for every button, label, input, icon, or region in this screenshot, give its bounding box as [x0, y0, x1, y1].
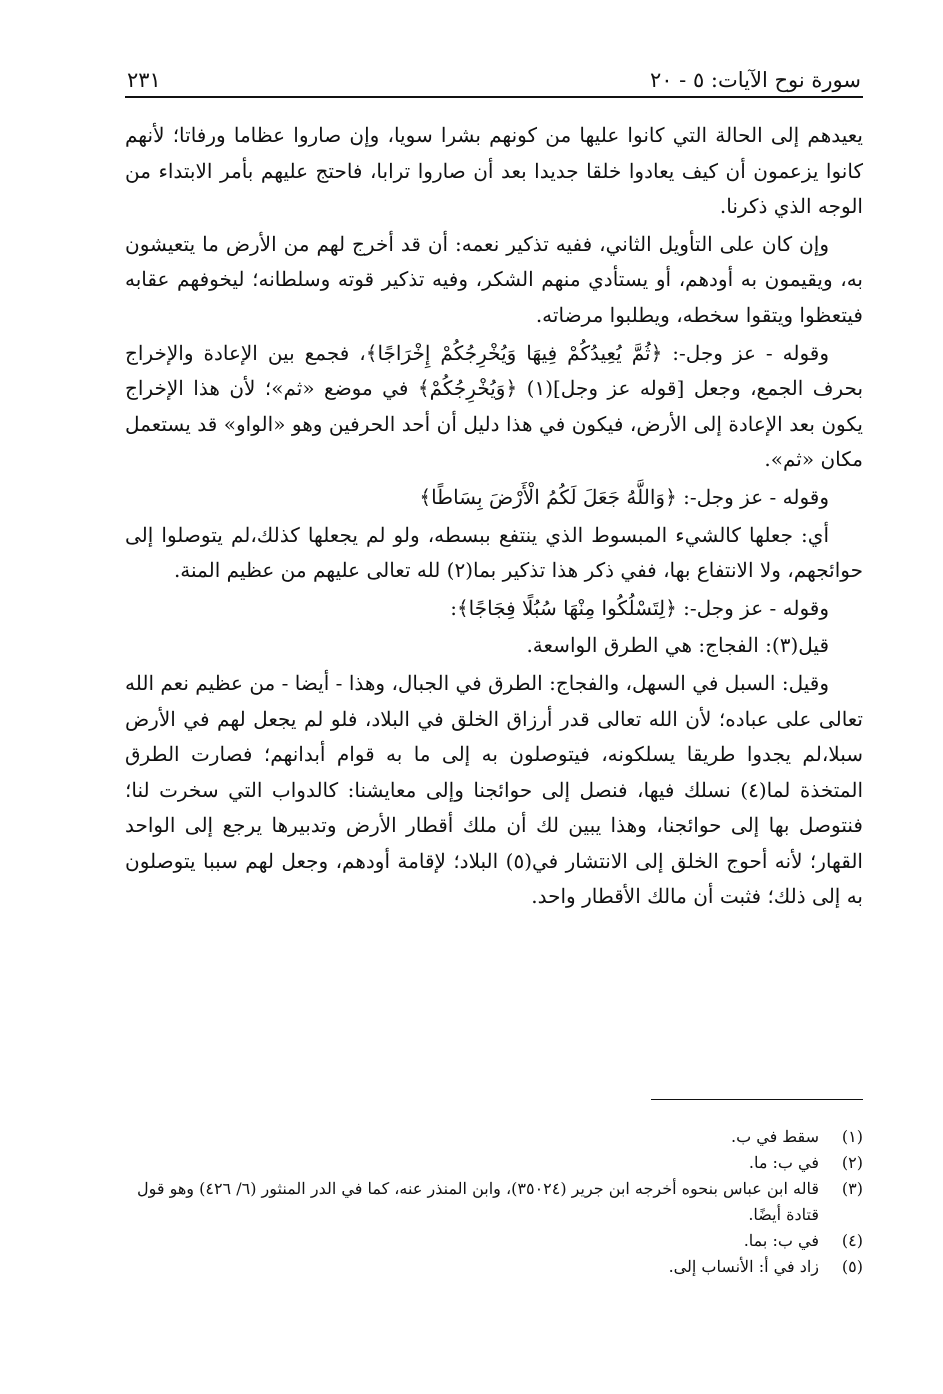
paragraph: وقوله - عز وجل-: ﴿ثُمَّ يُعِيدُكُمْ فِيهَا وَيُخْرِجُكُمْ إِخْرَاجًا﴾، فجمع بين الإعادة والإخراج بحرف الجمع، وجعل [قوله عز وجل](١) ﴿وَيُخْرِجُكُمْ﴾ في موضع «ثم»؛ لأن هذا الإخراج يكون بعد الإعادة إلى الأرض، فيكون في هذا دليل أن أحد الحرفين وهو «الواو» قد يستعمل مكان «ثم».: [125, 340, 864, 472]
page-number: ٢٣١: [127, 68, 161, 92]
paragraph: وقوله - عز وجل-: ﴿لِتَسْلُكُوا مِنْهَا سُبُلًا فِجَاجًا﴾:: [450, 595, 829, 620]
running-header: [125, 52, 863, 98]
paragraph: وإن كان على التأويل الثاني، ففيه تذكير نعمه: أن قد أخرج لهم من الأرض ما يتعيشون به، ويقيمون به أودهم، أو يستأدي منهم الشكر، وفيه تذكير قوته وسلطانه؛ ليخوفهم عقابه فيتعظوا ويتقوا سخطه، ويطلبوا مرضاته.: [125, 231, 863, 327]
footnote: [125, 1228, 863, 1254]
footnote: [125, 1176, 863, 1228]
footnote: [125, 1124, 863, 1150]
footnote: [125, 1254, 863, 1280]
main-text: [125, 118, 863, 915]
footnote-divider: [651, 1099, 863, 1100]
footnotes: [125, 1099, 863, 1280]
footnote-text: في ب: بما.: [743, 1231, 819, 1250]
paragraph: قيل(٣): الفجاج: هي الطرق الواسعة.: [526, 633, 829, 658]
footnote-number: (١): [841, 1127, 863, 1146]
footnote-text: في ب: ما.: [748, 1153, 819, 1172]
paragraph: وقيل: السبل في السهل، والفجاج: الطرق في الجبال، وهذا - أيضا - من عظيم نعم الله تعالى على عباده؛ لأن الله تعالى قدر أرزاق الخلق في البلاد، فلو لم يجعل لهم في الأرض سبلا،لم يجدوا طريقا يسلكونه، فيتوصلون به إلى ما به قوام أبدانهم؛ فصارت الطرق المتخذة لما(٤) نسلك فيها، فنصل إلى حوائجنا وإلى معايشنا: كالدواب التي سخرت لنا؛ فنتوصل بها إلى حوائجنا، وهذا يبين لك أن ملك أقطار الأرض وتدبيرها يرجع إلى الواحد القهار؛ لأنه أحوج الخلق إلى الانتشار في(٥) البلاد؛ لإقامة أودهم، وجعل لهم سببا يتوصلون به إلى ذلك؛ فثبت أن مالك الأقطار واحد.: [125, 670, 864, 909]
book-page: [125, 52, 864, 1276]
footnote-text: سقط في ب.: [731, 1127, 819, 1146]
header-title: سورة نوح الآيات: ٥ - ٢٠: [649, 68, 861, 92]
paragraph: وقوله - عز وجل-: ﴿وَاللَّهُ جَعَلَ لَكُمُ الْأَرْضَ بِسَاطًا﴾: [419, 484, 829, 509]
footnote-number: (٥): [841, 1257, 863, 1276]
footnote-text: قاله ابن عباس بنحوه أخرجه ابن جرير (٣٥٠٢٤)، وابن المنذر عنه، كما في الدر المنثور (٦/ ٤٢٦) وهو قول قتادة أيضًا.: [136, 1179, 819, 1224]
footnote-number: (٢): [841, 1153, 863, 1172]
paragraph: أي: جعلها كالشيء المبسوط الذي ينتفع ببسطه، ولو لم يجعلها كذلك،لم يتوصلوا إلى حوائجهم، ولا الانتفاع بها، ففي ذكر هذا تذكير بما(٢) لله تعالى عليهم من عظيم المنة.: [125, 522, 863, 583]
footnote-number: (٤): [841, 1231, 863, 1250]
footnote-text: زاد في أ: الأنساب إلى.: [668, 1257, 819, 1276]
footnote-number: (٣): [841, 1179, 863, 1198]
paragraph: يعيدهم إلى الحالة التي كانوا عليها من كونهم بشرا سويا، وإن صاروا عظاما ورفاتا؛ لأنهم كانوا يزعمون أن كيف يعادوا خلقا جديدا بعد أن صاروا ترابا، فاحتج عليهم بأمر الابتداء من الوجه الذي ذكرنا.: [125, 123, 863, 219]
footnote: [125, 1150, 863, 1176]
